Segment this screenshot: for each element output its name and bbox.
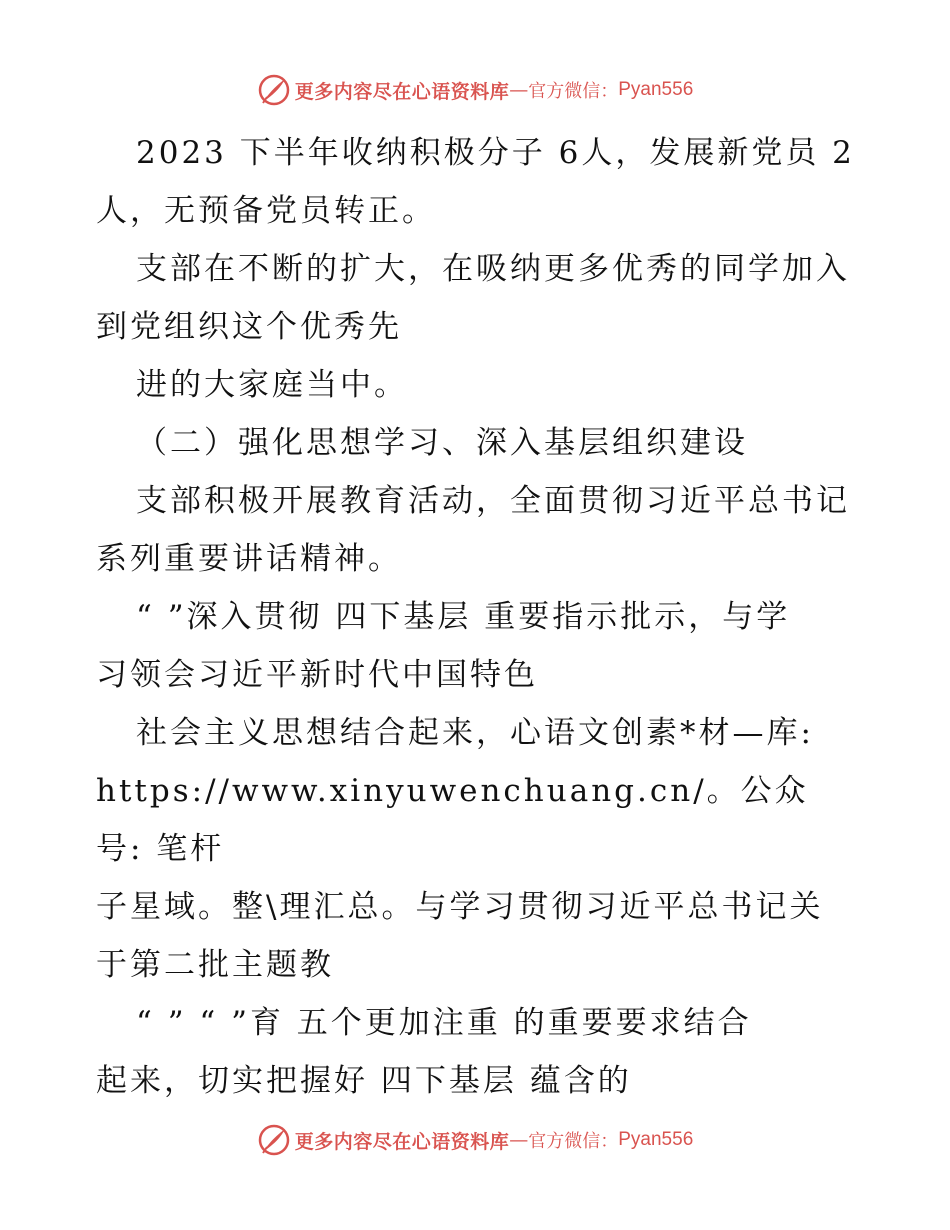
watermark-text: 更多内容尽在心语资料库 xyxy=(294,1130,510,1153)
watermark-dash: — xyxy=(509,1129,529,1151)
text-line: 于第二批主题教 xyxy=(96,947,334,983)
text-line: 支部在不断的扩大，在吸纳更多优秀的同学加入 xyxy=(136,251,850,287)
text-line: 习领会习近平新时代中国特色 xyxy=(96,657,538,693)
watermark-id: Pyan556 xyxy=(618,1129,694,1150)
watermark-text: 更多内容尽在心语资料库 xyxy=(294,80,510,103)
watermark-id: Pyan556 xyxy=(618,79,694,100)
text-line: 系列重要讲话精神。 xyxy=(96,541,402,577)
text-line: “ ” “ ”育 五个更加注重 的重要要求结合 xyxy=(136,1005,752,1041)
text-line: “ ”深入贯彻 四下基层 重要指示批示，与学 xyxy=(136,599,791,635)
watermark-footer xyxy=(0,1120,950,1160)
watermark-header xyxy=(0,70,950,110)
watermark-label: 官方微信： xyxy=(528,81,619,102)
quill-logo-icon xyxy=(257,1123,291,1157)
text-line: 到党组织这个优秀先 xyxy=(96,309,402,345)
text-line: 社会主义思想结合起来，心语文创素*材—库: xyxy=(136,715,814,751)
text-line: 子星域。整\理汇总。与学习贯彻习近平总书记关 xyxy=(96,889,824,925)
document-body xyxy=(96,124,856,1110)
text-line: 支部积极开展教育活动，全面贯彻习近平总书记 xyxy=(136,483,850,519)
text-line: 进的大家庭当中。 xyxy=(136,367,408,403)
watermark-label: 官方微信： xyxy=(528,1131,619,1152)
text-line: 人，无预备党员转正。 xyxy=(96,193,436,229)
text-line: （二）强化思想学习、深入基层组织建设 xyxy=(136,425,748,461)
watermark-dash: — xyxy=(509,79,529,101)
text-line: https://www.xinyuwenchuang.cn/。公众号: 笔杆 xyxy=(96,773,809,867)
text-line: 起来，切实把握好 四下基层 蕴含的 xyxy=(96,1063,632,1099)
quill-logo-icon xyxy=(257,73,291,107)
text-line: 2023 下半年收纳积极分子 6人，发展新党员 2 xyxy=(136,135,855,171)
